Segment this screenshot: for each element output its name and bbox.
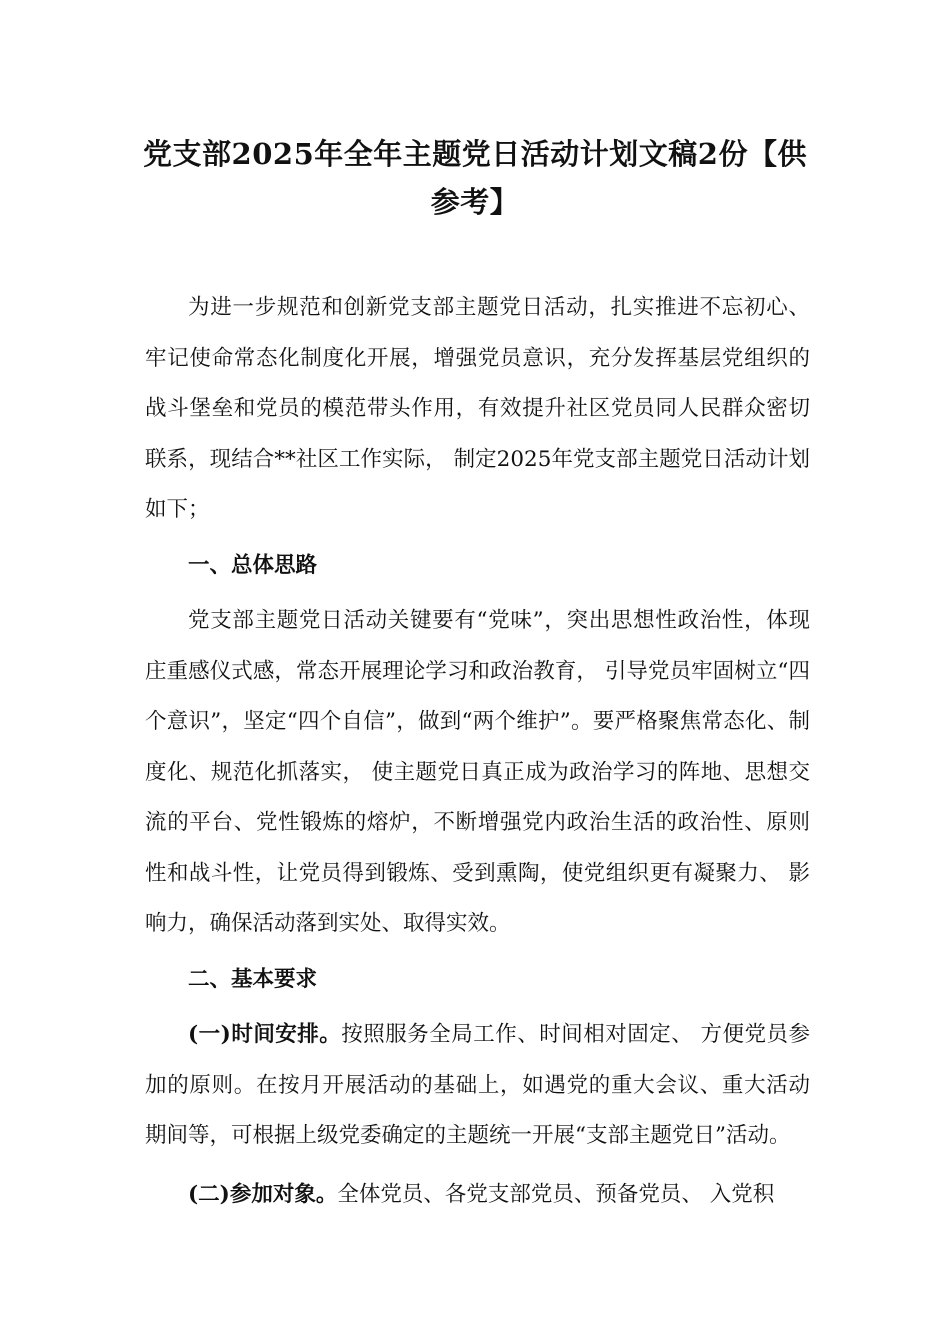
- section-heading-overall: 一、总体思路: [188, 552, 318, 578]
- section-paragraph-overall: 党支部主题党日活动关键要有“党味”，突出思想性政治性，体现庄重感仪式感，常态开展理论学习和政治教育， 引导党员牢固树立“四个意识”，坚定“四个自信”，做到“两个维护”。要严格聚焦常态化、制度化、规范化抓落实， 使主题党日真正成为政治学习的阵地、思想交流的平台、党性锻炼的熔炉，不断增强党内政治生活的政治性、原则性和战斗性，让党员得到锻炼、受到熏陶，使党组织更有凝聚力、 影响力，确保活动落到实处、取得实效。: [145, 608, 810, 936]
- item-body-participants: 全体党员、各党支部党员、预备党员、 入党积: [337, 1181, 775, 1207]
- title-line-1: 党支部2025年全年主题党日活动计划文稿2份【供: [143, 137, 807, 171]
- item-paragraph-participants: [145, 1170, 810, 1221]
- item-body-time: 按照服务全局工作、时间相对固定、 方便党员参加的原则。在按月开展活动的基础上，如遇党的重大会议、重大活动期间等，可根据上级党委确定的主题统一开展“支部主题党日”活动。: [145, 1022, 810, 1148]
- item-lead-time: (一)时间安排。: [188, 1022, 342, 1047]
- document-body: [145, 283, 810, 1220]
- section-heading-requirements: 二、基本要求: [188, 966, 318, 992]
- item-paragraph-time: [145, 1010, 810, 1162]
- paragraph-gap: [145, 1162, 810, 1170]
- intro-paragraph: 为进一步规范和创新党支部主题党日活动，扎实推进不忘初心、牢记使命常态化制度化开展，增强党员意识，充分发挥基层党组织的战斗堡垒和党员的模范带头作用，有效提升社区党员同人民群众密切联系，现结合**社区工作实际， 制定2025年党支部主题党日活动计划如下；: [145, 295, 810, 522]
- title-line-2: 参考】: [430, 185, 520, 219]
- item-lead-participants: (二)参加对象。: [188, 1181, 338, 1207]
- document-title: [130, 130, 820, 226]
